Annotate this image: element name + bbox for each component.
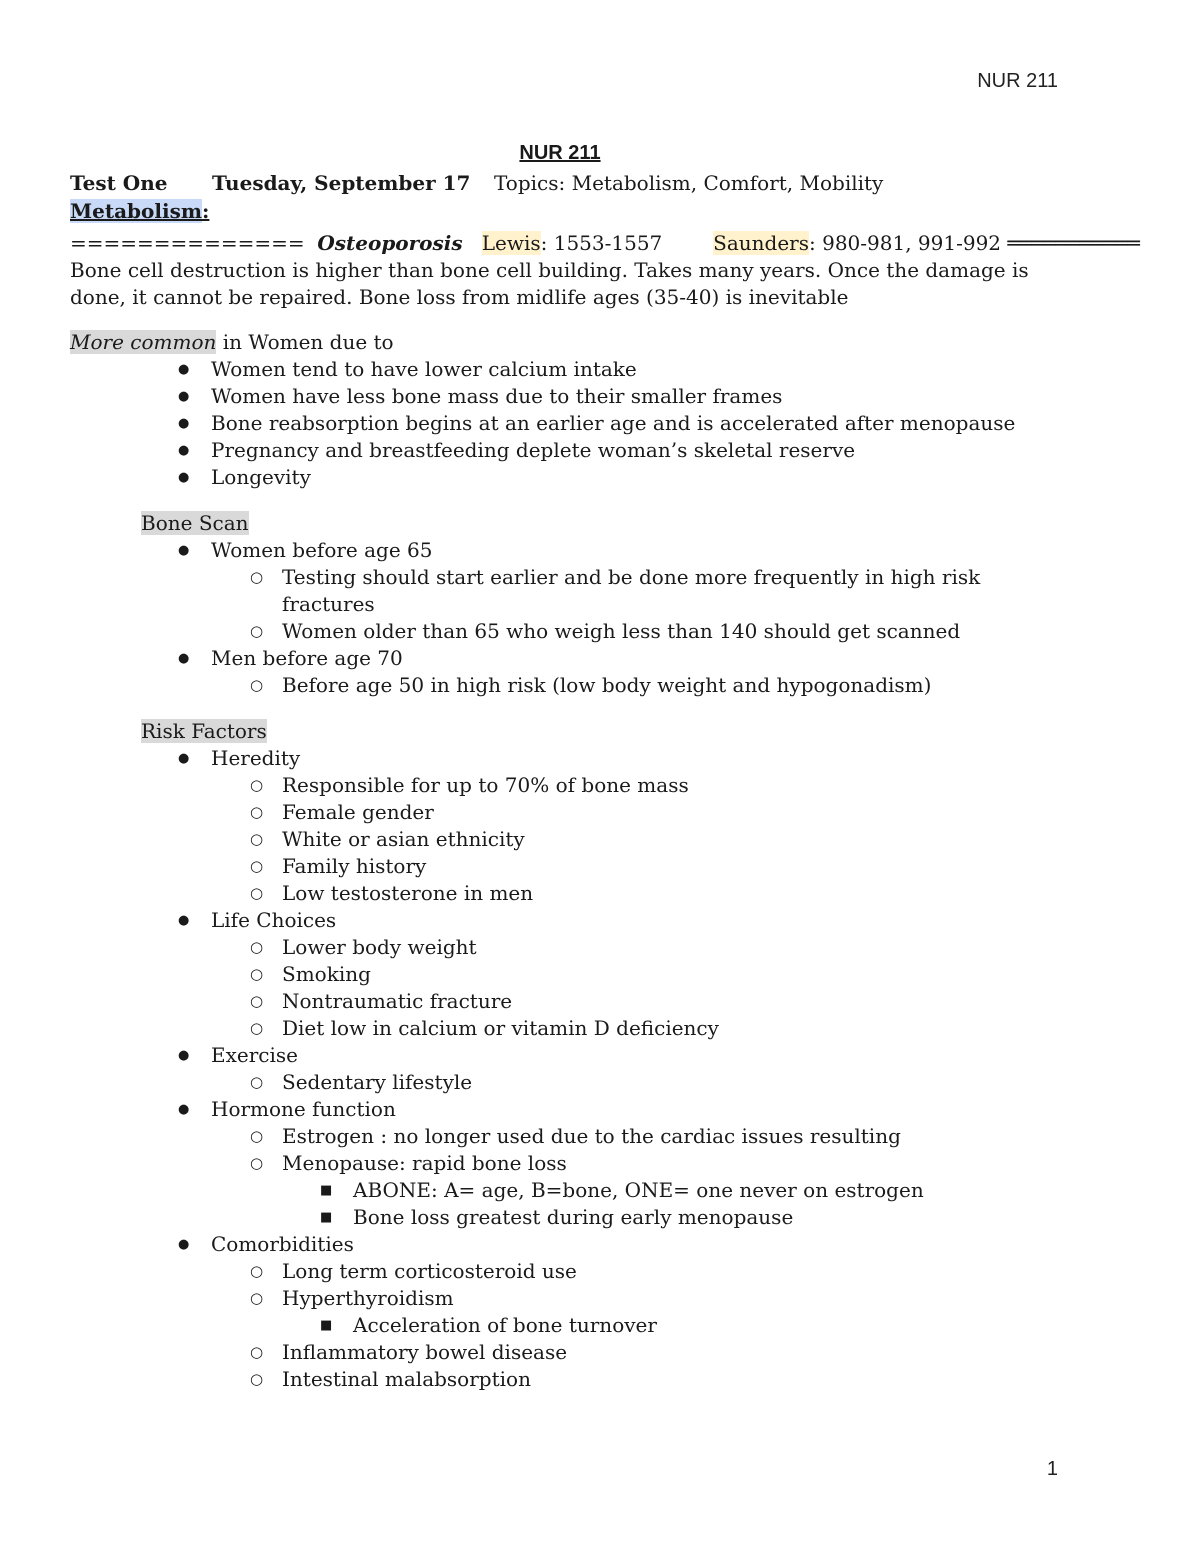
list-item: ○ Responsible for up to 70% of bone mass (70, 772, 1050, 799)
topic-divider (70, 230, 1140, 257)
lewis-label: Lewis (481, 231, 541, 255)
test-date: Tuesday, September 17 (212, 170, 471, 195)
risk-exercise-sublist (70, 1069, 1050, 1096)
page-number: 1 (1046, 1458, 1058, 1480)
document-body (70, 140, 1140, 1393)
list-item: ■ ABONE: A= age, B=bone, ONE= one never on estrogen (70, 1177, 1050, 1204)
list-item: ● Women before age 65 (70, 537, 1050, 564)
test-name: Test One (70, 170, 168, 195)
list-item: ○ Women older than 65 who weigh less than 140 should get scanned (70, 618, 1050, 645)
saunders-label: Saunders (713, 231, 809, 255)
divider-right-rule: ═══════════ (1007, 231, 1140, 255)
risk-heredity-sublist (70, 772, 1050, 907)
women-intro-rest: in Women due to (216, 330, 394, 354)
list-item: ● Longevity (70, 464, 1050, 491)
risk-factors-heading-label: Risk Factors (141, 719, 267, 743)
list-item: ● Men before age 70 (70, 645, 1050, 672)
risk-heredity (70, 745, 1050, 772)
list-item: ○ White or asian ethnicity (70, 826, 1050, 853)
list-item: ● Exercise (70, 1042, 1050, 1069)
risk-comorbidities (70, 1231, 1050, 1258)
list-item: ○ Diet low in calcium or vitamin D deficiency (70, 1015, 1050, 1042)
list-item: ○ Family history (70, 853, 1050, 880)
list-item: ● Bone reabsorption begins at an earlier age and is accelerated after menopause (70, 410, 1050, 437)
list-item: ○ Hyperthyroidism (70, 1285, 1050, 1312)
section-heading-label: Metabolism (70, 199, 203, 223)
list-item: ● Hormone function (70, 1096, 1050, 1123)
list-item: ○ Estrogen : no longer used due to the cardiac issues resulting (70, 1123, 1050, 1150)
bone-scan-heading (70, 510, 1050, 537)
list-item: ● Heredity (70, 745, 1050, 772)
list-item: ● Comorbidities (70, 1231, 1050, 1258)
document-title: NUR 211 (519, 142, 601, 164)
risk-factors-heading (70, 718, 1050, 745)
bone-scan-men-list (70, 645, 1050, 672)
risk-hormone (70, 1096, 1050, 1123)
list-item: ■ Acceleration of bone turnover (70, 1312, 1050, 1339)
risk-comorbid-sublist-a (70, 1258, 1050, 1312)
list-item: ○ Smoking (70, 961, 1050, 988)
list-item: ● Life Choices (70, 907, 1050, 934)
list-item: ○ Menopause: rapid bone loss (70, 1150, 1050, 1177)
women-reasons-list (70, 356, 1050, 491)
test-topics: Topics: Metabolism, Comfort, Mobility (494, 170, 884, 195)
page-header: NUR 211 (977, 70, 1058, 92)
list-item: ○ Female gender (70, 799, 1050, 826)
test-info-line (70, 168, 1050, 198)
divider-left-rule: ============== (70, 231, 305, 255)
saunders-pages: : 980-981, 991-992 (809, 231, 1002, 255)
bone-scan-heading-label: Bone Scan (141, 511, 249, 535)
topic-name: Osteoporosis (317, 231, 463, 255)
list-item: ○ Inflammatory bowel disease (70, 1339, 1050, 1366)
list-item: ○ Testing should start earlier and be done more frequently in high risk fractures (70, 564, 1050, 618)
list-item: ○ Lower body weight (70, 934, 1050, 961)
risk-life-sublist (70, 934, 1050, 1042)
list-item: ○ Nontraumatic fracture (70, 988, 1050, 1015)
list-item: ○ Low testosterone in men (70, 880, 1050, 907)
section-heading (70, 198, 1050, 228)
bone-scan-list (70, 537, 1050, 564)
list-item: ● Women have less bone mass due to their smaller frames (70, 383, 1050, 410)
lewis-pages: : 1553-1557 (540, 231, 663, 255)
intro-paragraph: Bone cell destruction is higher than bone cell building. Takes many years. Once the damage is done, it cannot be repaired. Bone loss from midlife ages (35-40) is inevitable (70, 258, 1029, 309)
risk-comorbid-sublist-b (70, 1339, 1050, 1393)
list-item: ● Women tend to have lower calcium intake (70, 356, 1050, 383)
women-intro-emphasis: More common (70, 330, 217, 354)
list-item: ○ Long term corticosteroid use (70, 1258, 1050, 1285)
list-item: ○ Sedentary lifestyle (70, 1069, 1050, 1096)
bone-scan-women-sublist (70, 564, 1050, 645)
women-intro (70, 329, 1050, 356)
bone-scan-men-sublist (70, 672, 1050, 699)
risk-hormone-sublist (70, 1123, 1050, 1177)
list-item: ○ Intestinal malabsorption (70, 1366, 1050, 1393)
list-item: ● Pregnancy and breastfeeding deplete woman’s skeletal reserve (70, 437, 1050, 464)
section-heading-colon: : (202, 199, 210, 223)
list-item: ■ Bone loss greatest during early menopause (70, 1204, 1050, 1231)
risk-hyperthyroid-sublist (70, 1312, 1050, 1339)
risk-life-choices (70, 907, 1050, 934)
risk-menopause-sublist (70, 1177, 1050, 1231)
list-item: ○ Before age 50 in high risk (low body weight and hypogonadism) (70, 672, 1050, 699)
risk-exercise (70, 1042, 1050, 1069)
